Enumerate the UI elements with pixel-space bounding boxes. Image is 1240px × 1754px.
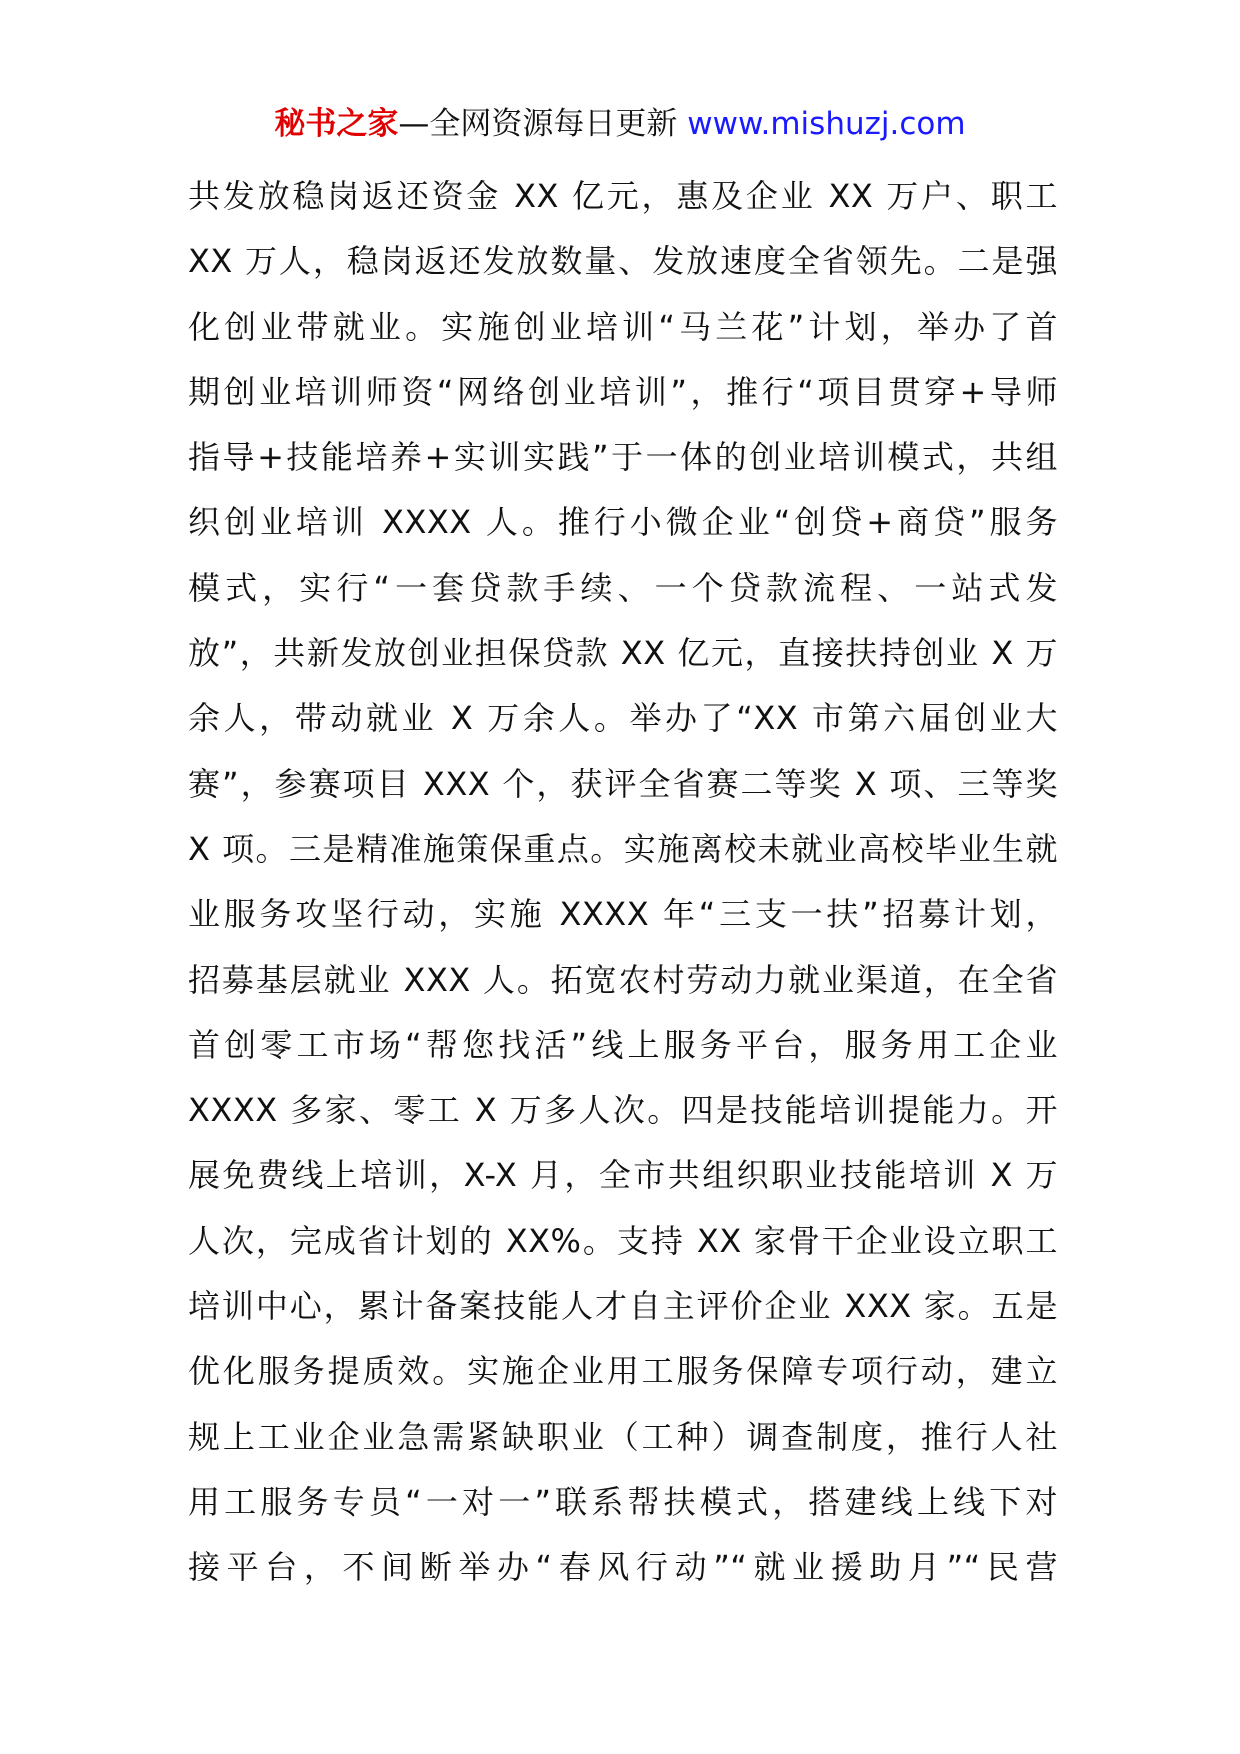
text-line: 用工服务专员“一对一”联系帮扶模式，搭建线上线下对: [188, 1482, 1058, 1521]
text-line: 接平台，不间断举办“春风行动”“就业援助月”“民营: [188, 1548, 1058, 1587]
text-line: 人次，完成省计划的 XX%。支持 XX 家骨干企业设立职工: [188, 1221, 1058, 1260]
text-line: 业服务攻坚行动，实施 XXXX 年“三支一扶”招募计划，: [188, 895, 1058, 934]
text-line: 招募基层就业 XXX 人。拓宽农村劳动力就业渠道，在全省: [188, 960, 1058, 999]
text-line: 指导+技能培养+实训实践”于一体的创业培训模式，共组: [188, 438, 1058, 477]
website-link[interactable]: www.mishuzj.com: [687, 106, 966, 142]
text-line: 培训中心，累计备案技能人才自主评价企业 XXX 家。五是: [188, 1287, 1058, 1326]
text-line: 共发放稳岗返还资金 XX 亿元，惠及企业 XX 万户、职工: [188, 177, 1058, 215]
text-line: 首创零工市场“帮您找活”线上服务平台，服务用工企业: [188, 1025, 1058, 1064]
text-line: 化创业带就业。实施创业培训“马兰花”计划，举办了首: [188, 307, 1058, 346]
brand-name: 秘书之家: [274, 106, 399, 142]
header-slogan: —全网资源每日更新: [398, 106, 688, 142]
page-header: [0, 102, 1240, 146]
text-line: 模式，实行“一套贷款手续、一个贷款流程、一站式发: [188, 568, 1058, 607]
text-line: XXXX 多家、零工 X 万多人次。四是技能培训提能力。开: [188, 1091, 1058, 1130]
text-line: 放”，共新发放创业担保贷款 XX 亿元，直接扶持创业 X 万: [188, 634, 1058, 673]
text-line: 优化服务提质效。实施企业用工服务保障专项行动，建立: [188, 1352, 1058, 1391]
text-line: 赛”，参赛项目 XXX 个，获评全省赛二等奖 X 项、三等奖: [188, 764, 1058, 803]
text-line: 展免费线上培训，X-X 月，全市共组织职业技能培训 X 万: [188, 1156, 1058, 1195]
text-line: XX 万人，稳岗返还发放数量、发放速度全省领先。二是强: [188, 242, 1058, 281]
text-line: 规上工业企业急需紧缺职业（工种）调查制度，推行人社: [188, 1417, 1058, 1456]
text-line: 期创业培训师资“网络创业培训”，推行“项目贯穿+导师: [188, 372, 1058, 411]
text-line: 织创业培训 XXXX 人。推行小微企业“创贷+商贷”服务: [188, 503, 1058, 542]
text-line: 余人，带动就业 X 万余人。举办了“XX 市第六届创业大: [188, 699, 1058, 738]
text-line: X 项。三是精准施策保重点。实施离校未就业高校毕业生就: [188, 829, 1058, 868]
document-body: [188, 164, 1058, 1601]
